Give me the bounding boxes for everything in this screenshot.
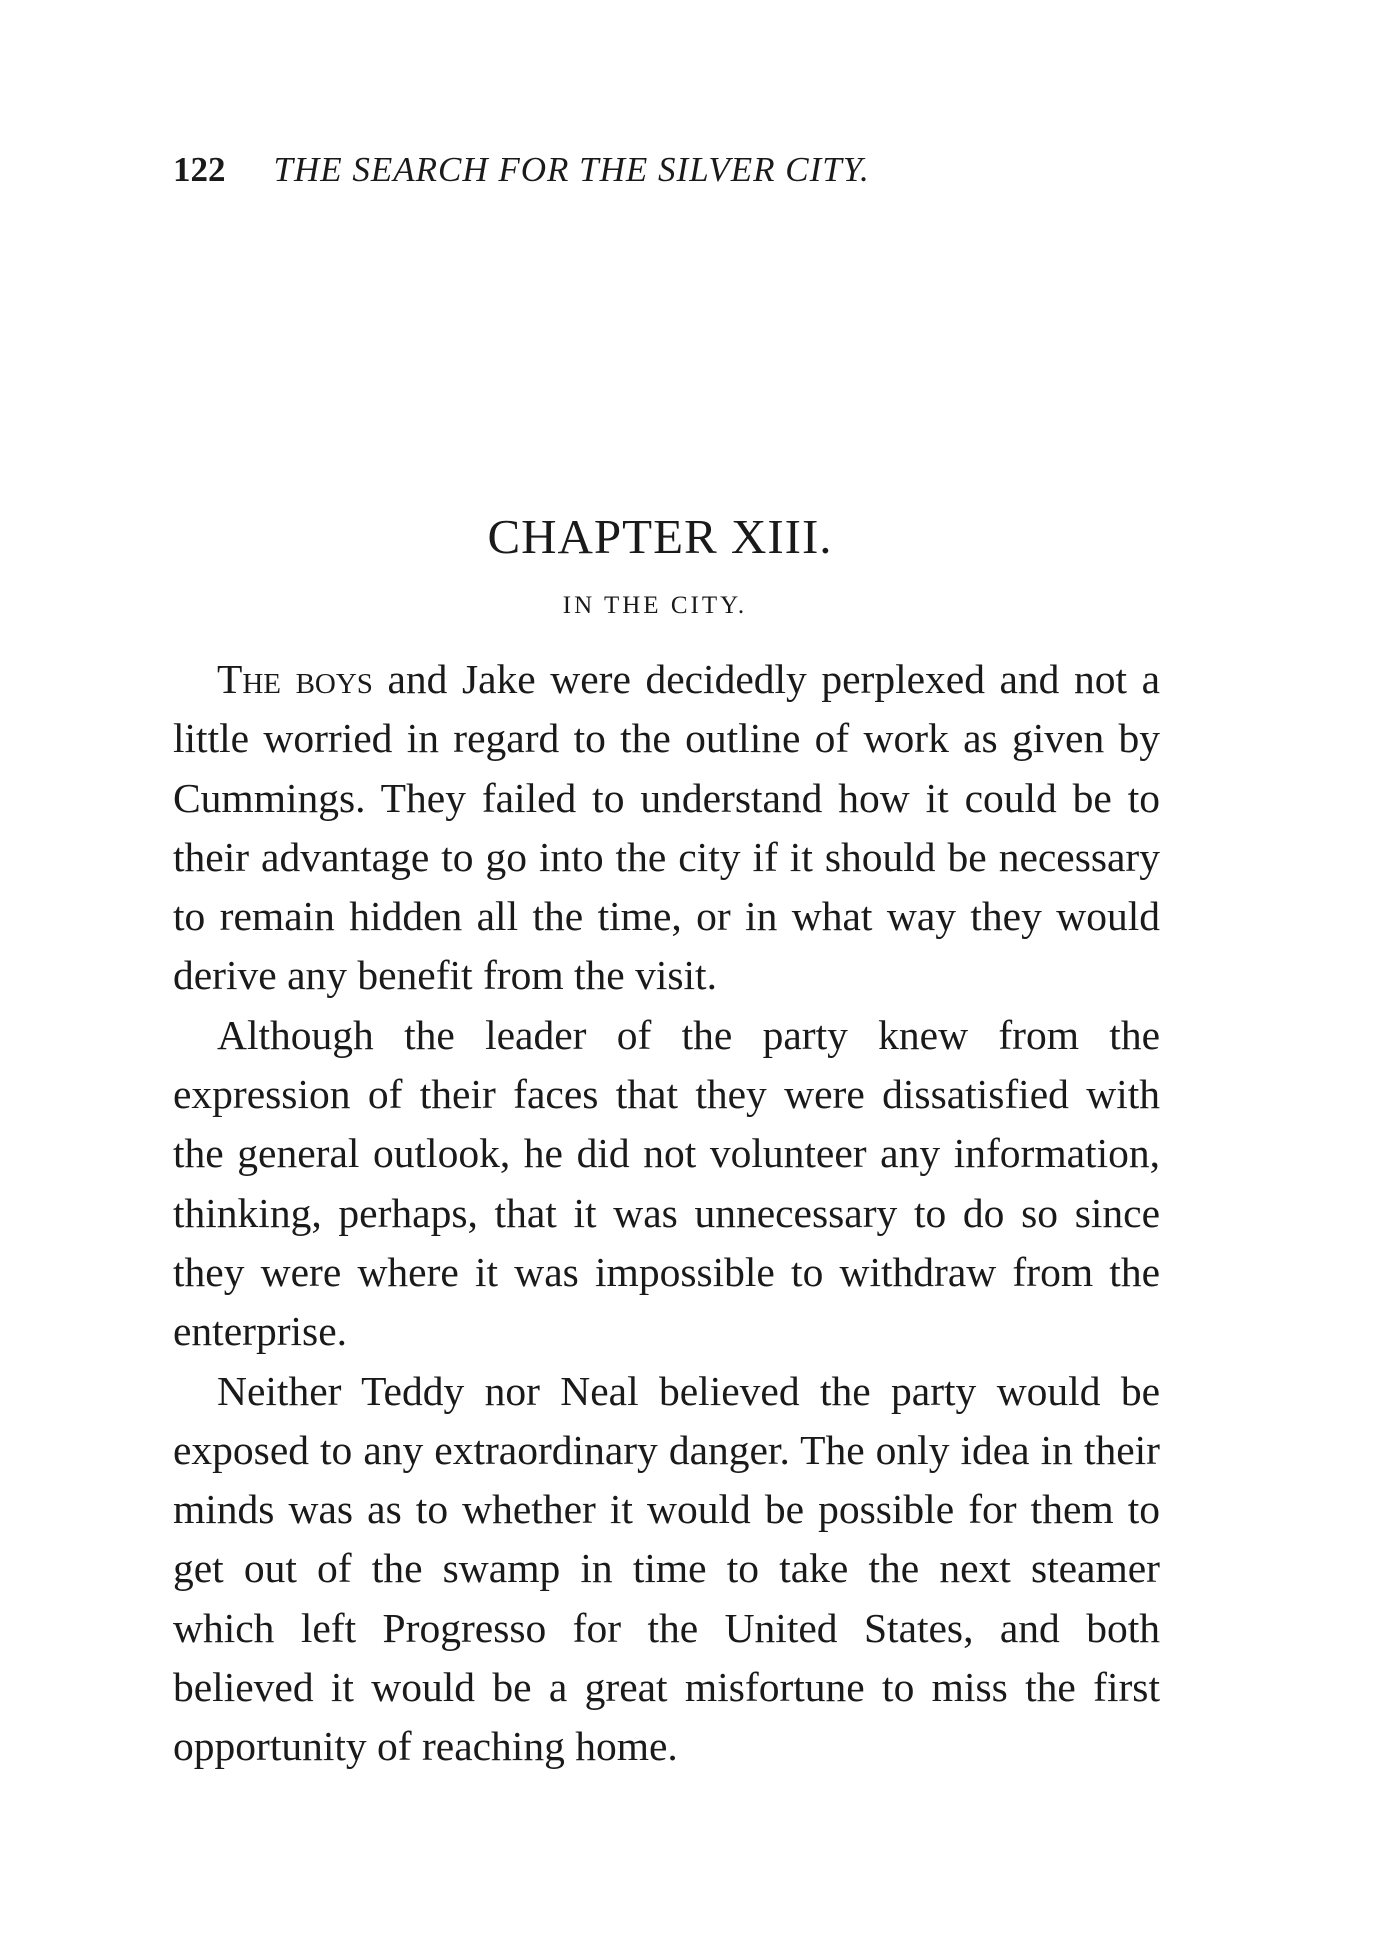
running-head xyxy=(173,150,1033,190)
paragraph-1 xyxy=(173,650,1160,1006)
chapter-subtitle: IN THE CITY. xyxy=(562,592,748,619)
page-number: 122 xyxy=(173,150,226,189)
chapter-body xyxy=(173,650,1160,1777)
paragraph-2: Although the leader of the party knew from the expression of their faces that they were dissatisfied with the general outlook, he did not volunteer any information, thinking, perhaps, that it was unnecessary to do so since they were where it was impossible to withdraw from the enterprise. xyxy=(173,1011,1160,1355)
chapter-title: CHAPTER XIII. xyxy=(487,509,833,564)
running-title: THE SEARCH FOR THE SILVER CITY. xyxy=(273,150,870,189)
paragraph-text: and Jake were decidedly perplexed and not a little worried in regard to the outline of work as given by Cummings. They failed to understand how it could be to their advantage to go into the city if it should be necessary to remain hidden all the time, or in what way they would derive any benefit from the visit. xyxy=(173,656,1160,999)
paragraph-lead: The boys xyxy=(217,656,373,702)
paragraph-3: Neither Teddy nor Neal believed the party would be exposed to any extraordinary danger. The only idea in their minds was as to whether it would be possible for them to get out of the swamp in time to take the next steamer which left Progresso for the United States, and both believed it would be a great misfortune to miss the first opportunity of reaching home. xyxy=(173,1367,1160,1770)
